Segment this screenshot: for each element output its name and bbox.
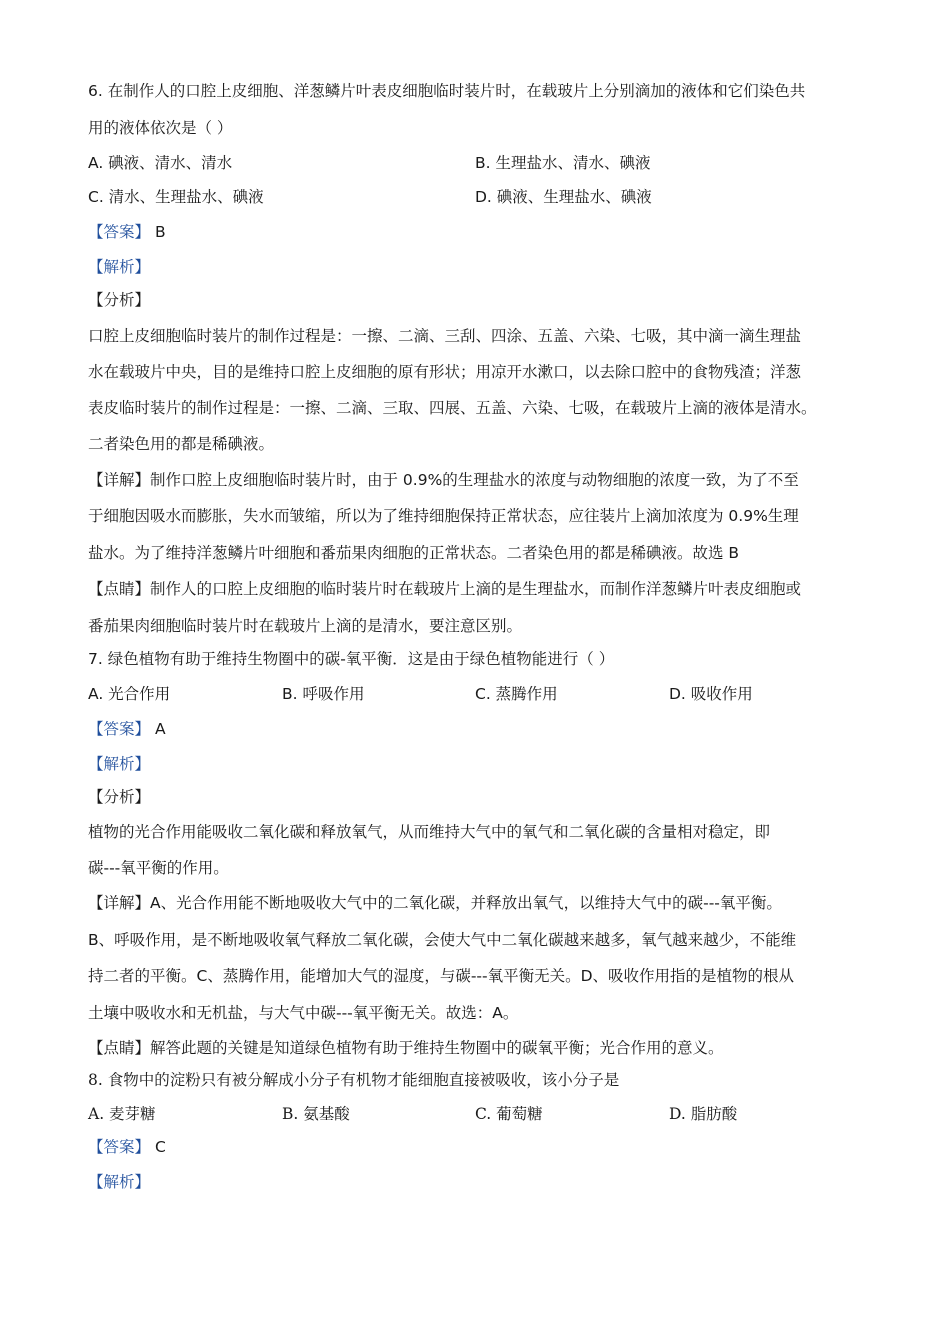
q6-option-c: C. 清水、生理盐水、碘液 (88, 188, 264, 206)
q6-answer (88, 221, 166, 243)
q6-detail-line3: 盐水。为了维持洋葱鳞片叶细胞和番茄果肉细胞的正常状态。二者染色用的都是稀碘液。故选 B (88, 544, 740, 562)
q6-comment-line1: 【点睛】制作人的口腔上皮细胞的临时装片时在载玻片上滴的是生理盐水，而制作洋葱鳞片叶表皮细胞或 (88, 580, 802, 598)
q6-detail-line2: 于细胞因吸水而膨胀，失水而皱缩，所以为了维持细胞保持正常状态，应往装片上滴加浓度为 0.9%生理 (88, 507, 799, 525)
q7-jiexi-label: 【解析】 (88, 755, 151, 773)
q8-option-b: B. 氨基酸 (282, 1105, 350, 1123)
q6-jiexi-label: 【解析】 (88, 258, 151, 276)
q7-detail-line2: B、呼吸作用，是不断地吸收氧气释放二氧化碳，会使大气中二氧化碳越来越多，氧气越来越少，不能维 (88, 931, 797, 949)
q7-option-d: D. 吸收作用 (669, 685, 753, 703)
q6-comment-line2: 番茄果肉细胞临时装片时在载玻片上滴的是清水，要注意区别。 (88, 617, 523, 635)
q8-option-a: A. 麦芽糖 (88, 1105, 156, 1123)
q7-answer-value: A (154, 720, 166, 738)
q7-fenxi-label: 【分析】 (88, 788, 151, 806)
q7-detail-line3: 持二者的平衡。C、蒸腾作用，能增加大气的湿度，与碳---氧平衡无关。D、吸收作用指的是植物的根从 (88, 967, 795, 985)
q6-analysis-line3: 表皮临时装片的制作过程是：一擦、二滴、三取、四展、五盖、六染、七吸，在载玻片上滴的液体是清水。 (88, 399, 817, 417)
q7-comment: 【点睛】解答此题的关键是知道绿色植物有助于维持生物圈中的碳氧平衡；光合作用的意义。 (88, 1039, 724, 1057)
q6-analysis-line4: 二者染色用的都是稀碘液。 (88, 435, 275, 453)
q6-option-d: D. 碘液、生理盐水、碘液 (475, 188, 652, 206)
q6-option-a: A. 碘液、清水、清水 (88, 154, 233, 172)
q7-answer-label: 【答案】 (88, 720, 151, 738)
q7-option-c: C. 蒸腾作用 (475, 685, 558, 703)
q8-answer-value: C (154, 1138, 166, 1156)
q6-stem-line2: 用的液体依次是（ ） (88, 119, 233, 137)
q8-option-d: D. 脂肪酸 (669, 1105, 738, 1123)
q6-detail-line1: 【详解】制作口腔上皮细胞临时装片时，由于 0.9%的生理盐水的浓度与动物细胞的浓度一致，为了不至 (88, 471, 799, 489)
q7-detail-line4: 土壤中吸收水和无机盐，与大气中碳---氧平衡无关。故选：A。 (88, 1004, 519, 1022)
q7-analysis-line2: 碳---氧平衡的作用。 (88, 859, 229, 877)
q7-option-a: A. 光合作用 (88, 685, 171, 703)
q7-answer (88, 718, 166, 740)
q7-option-b: B. 呼吸作用 (282, 685, 365, 703)
q7-analysis-line1: 植物的光合作用能吸收二氧化碳和释放氧气，从而维持大气中的氧气和二氧化碳的含量相对稳定，即 (88, 823, 771, 841)
q6-stem-line1: 6. 在制作人的口腔上皮细胞、洋葱鳞片叶表皮细胞临时装片时，在载玻片上分别滴加的液体和它们染色共 (88, 82, 806, 100)
q6-analysis-line2: 水在载玻片中央，目的是维持口腔上皮细胞的原有形状；用凉开水漱口，以去除口腔中的食物残渣；洋葱 (88, 363, 802, 381)
q6-fenxi-label: 【分析】 (88, 291, 151, 309)
q6-analysis-line1: 口腔上皮细胞临时装片的制作过程是：一擦、二滴、三刮、四涂、五盖、六染、七吸，其中滴一滴生理盐 (88, 327, 802, 345)
q6-answer-value: B (154, 223, 166, 241)
q8-answer-label: 【答案】 (88, 1138, 151, 1156)
q8-answer (88, 1136, 166, 1158)
q7-detail-line1: 【详解】A、光合作用能不断地吸收大气中的二氧化碳，并释放出氧气，以维持大气中的碳---氧平衡。 (88, 894, 782, 912)
q7-stem: 7. 绿色植物有助于维持生物圈中的碳-氧平衡．这是由于绿色植物能进行（ ） (88, 650, 615, 668)
q8-stem: 8. 食物中的淀粉只有被分解成小分子有机物才能细胞直接被吸收，该小分子是 (88, 1071, 620, 1089)
q6-option-b: B. 生理盐水、清水、碘液 (475, 154, 651, 172)
q8-option-c: C. 葡萄糖 (475, 1105, 543, 1123)
q8-jiexi-label: 【解析】 (88, 1173, 151, 1191)
q6-answer-label: 【答案】 (88, 223, 151, 241)
